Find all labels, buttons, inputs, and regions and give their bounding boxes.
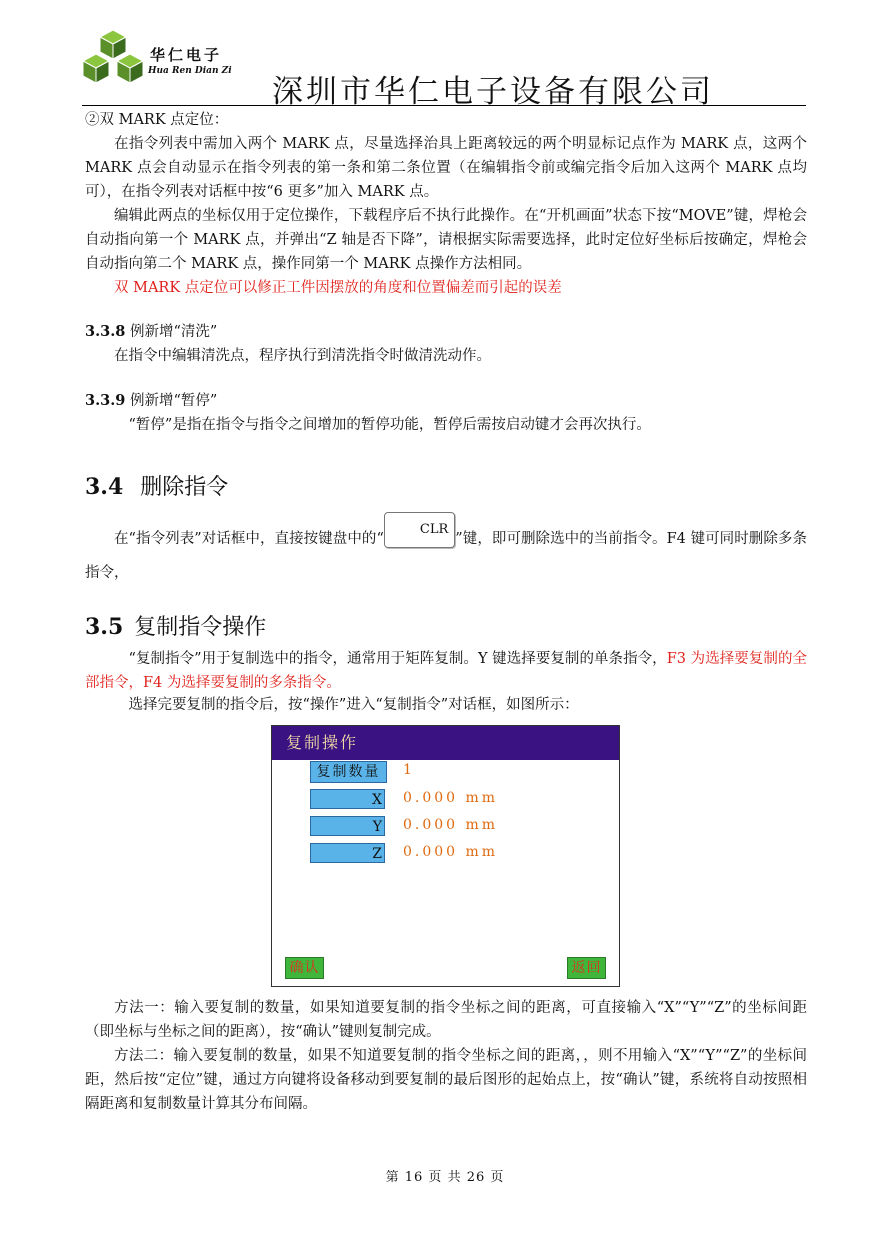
dialog-title: 复制操作 — [272, 726, 619, 760]
copy-dialog — [271, 725, 620, 987]
page-number: 第 16 页 共 26 页 — [385, 1170, 505, 1185]
section-3-3-9-heading — [85, 389, 807, 413]
z-spacing-label: Z — [310, 843, 385, 863]
section-3-3-8-heading — [85, 320, 807, 344]
copy-count-value[interactable]: 1 — [403, 762, 415, 778]
body-text-before: 在“指令列表”对话框中，直接按键盘中的“ — [114, 531, 384, 547]
logo-cubes-icon — [82, 28, 144, 88]
section-title: 删除指令 — [140, 475, 229, 500]
section-number: 3.5 — [85, 614, 124, 640]
method-1: 方法一：输入要复制的数量，如果知道要复制的指令坐标之间的距离，可直接输入“X”“Y”“Z”的坐标间距（即坐标与坐标之间的距离），按“确认”键则复制完成。 — [85, 1000, 807, 1040]
mark-note-red: 双 MARK 点定位可以修正工件因摆放的角度和位置偏差而引起的误差 — [114, 280, 562, 296]
p1-red-text: F3 为选择要复制的全部指令，F4 为选择要复制的多条指令。 — [85, 651, 807, 691]
y-spacing-label: Y — [310, 816, 385, 836]
y-spacing-value[interactable]: 0.000 mm — [403, 817, 499, 833]
brand-name-cn: 华仁电子 — [150, 46, 223, 64]
section-3-3-8-body: 在指令中编辑清洗点，程序执行到清洗指令时做清洗动作。 — [114, 348, 491, 364]
section-3-3-9-body: “暂停”是指在指令与指令之间增加的暂停功能，暂停后需按启动键才会再次执行。 — [128, 417, 651, 433]
section-title: 复制指令操作 — [134, 615, 267, 640]
mark-section-title: ②双 MARK 点定位： — [85, 112, 229, 128]
x-spacing-label: X — [310, 789, 385, 809]
section-3-5-paragraph-2: 选择完要复制的指令后，按“操作”进入“复制指令”对话框，如图所示： — [128, 697, 579, 713]
section-number: 3.3.8 — [85, 323, 126, 340]
section-3-4-body — [85, 522, 807, 588]
section-3-5-paragraph-1 — [85, 647, 807, 695]
section-number: 3.4 — [85, 474, 124, 500]
mark-paragraph-2: 编辑此两点的坐标仅用于定位操作，下载程序后不执行此操作。在“开机画面”状态下按“MOVE”键，焊枪会自动指向第一个 MARK 点，并弹出“Z 轴是否下降”，请根据实际需要选择，此时定位好坐标后按确定，焊枪会自动指向第二个 MARK 点，操作同第一个 MARK 点操作方法相同。 — [85, 208, 807, 272]
body-text-after: ”键，即可删除选中的当前指令。F4 键可同时删除多条指令， — [85, 531, 807, 581]
section-number: 3.3.9 — [85, 392, 126, 409]
z-spacing-value[interactable]: 0.000 mm — [403, 844, 499, 860]
section-3-4-heading — [85, 470, 228, 501]
company-logo — [82, 28, 144, 88]
brand-name-pinyin: Hua Ren Dian Zi — [148, 66, 232, 76]
copy-count-label: 复制数量 — [310, 761, 387, 783]
clr-key-icon: CLR — [384, 512, 455, 548]
section-title: 例新增“暂停” — [129, 393, 218, 409]
method-2: 方法二：输入要复制的数量，如果不知道要复制的指令坐标之间的距离，，则不用输入“X”“Y”“Z”的坐标间距，然后按“定位”键，通过方向键将设备移动到要复制的最后图形的起始点上，按“确认”键，系统将自动按照相隔距离和复制数量计算其分布间隔。 — [85, 1048, 807, 1112]
section-title: 例新增“清洗” — [129, 324, 218, 340]
x-spacing-value[interactable]: 0.000 mm — [403, 790, 499, 806]
company-name: 深圳市华仁电子设备有限公司 — [272, 74, 714, 110]
back-button[interactable]: 返回 — [567, 957, 606, 979]
section-3-5-heading — [85, 610, 266, 641]
p1-text: “复制指令”用于复制选中的指令，通常用于矩阵复制。Y 键选择要复制的单条指令， — [128, 651, 667, 667]
header-divider — [82, 105, 806, 106]
mark-paragraph-1: 在指令列表中需加入两个 MARK 点，尽量选择治具上距离较远的两个明显标记点作为 MARK 点，这两个 MARK 点会自动显示在指令列表的第一条和第二条位置（在编辑指令前或编完指令后加入这两个 MARK 点均可），在指令列表对话框中按“6 更多”加入 MARK 点。 — [85, 136, 807, 200]
confirm-button[interactable]: 确认 — [285, 957, 324, 979]
